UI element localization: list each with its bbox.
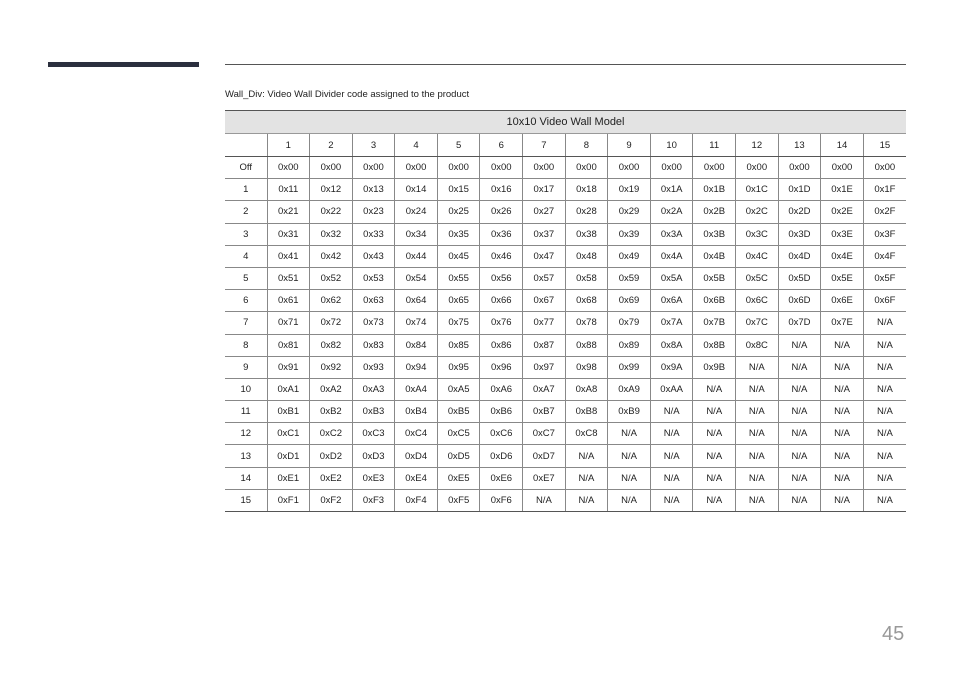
code-cell: 0x2A: [650, 201, 693, 223]
row-label: 15: [225, 489, 267, 511]
code-cell: 0x00: [523, 157, 566, 179]
code-cell: N/A: [736, 378, 779, 400]
code-cell: N/A: [565, 467, 608, 489]
row-label: 7: [225, 312, 267, 334]
code-cell: N/A: [650, 445, 693, 467]
code-cell: N/A: [693, 489, 736, 511]
code-cell: N/A: [650, 489, 693, 511]
code-cell: 0x56: [480, 267, 523, 289]
code-cell: N/A: [693, 467, 736, 489]
code-cell: N/A: [821, 467, 864, 489]
code-cell: 0x19: [608, 179, 651, 201]
code-cell: 0x96: [480, 356, 523, 378]
code-cell: 0x00: [821, 157, 864, 179]
code-cell: 0xE5: [437, 467, 480, 489]
code-cell: 0x00: [778, 157, 821, 179]
code-cell: N/A: [565, 489, 608, 511]
code-cell: 0x00: [310, 157, 353, 179]
code-cell: 0x3D: [778, 223, 821, 245]
code-cell: 0x11: [267, 179, 310, 201]
code-cell: 0xA5: [437, 378, 480, 400]
code-cell: 0xD2: [310, 445, 353, 467]
code-cell: 0x51: [267, 267, 310, 289]
code-cell: 0x22: [310, 201, 353, 223]
code-cell: 0x4F: [863, 245, 906, 267]
code-cell: N/A: [863, 423, 906, 445]
table-row: [225, 201, 906, 223]
code-cell: 0x44: [395, 245, 438, 267]
code-cell: 0xA4: [395, 378, 438, 400]
column-header: 8: [565, 134, 608, 157]
code-cell: 0x62: [310, 290, 353, 312]
code-cell: 0x14: [395, 179, 438, 201]
code-cell: 0x1A: [650, 179, 693, 201]
code-cell: 0xC8: [565, 423, 608, 445]
code-cell: 0x64: [395, 290, 438, 312]
table-row: [225, 179, 906, 201]
code-cell: 0x57: [523, 267, 566, 289]
code-cell: 0x46: [480, 245, 523, 267]
code-cell: 0x72: [310, 312, 353, 334]
header-rule: [225, 64, 906, 65]
corner-cell: [225, 134, 267, 157]
code-cell: 0x1F: [863, 179, 906, 201]
code-cell: N/A: [863, 334, 906, 356]
code-cell: N/A: [736, 489, 779, 511]
code-cell: 0x5B: [693, 267, 736, 289]
column-header: 10: [650, 134, 693, 157]
column-header: 4: [395, 134, 438, 157]
column-header: 2: [310, 134, 353, 157]
code-cell: 0x27: [523, 201, 566, 223]
row-label: 1: [225, 179, 267, 201]
column-header: 12: [736, 134, 779, 157]
code-cell: 0x9A: [650, 356, 693, 378]
code-cell: 0x43: [352, 245, 395, 267]
code-cell: 0xD7: [523, 445, 566, 467]
code-cell: 0x00: [736, 157, 779, 179]
code-cell: 0x39: [608, 223, 651, 245]
table-row: [225, 467, 906, 489]
code-cell: 0xE6: [480, 467, 523, 489]
code-cell: 0x3E: [821, 223, 864, 245]
code-cell: N/A: [778, 378, 821, 400]
code-cell: 0x42: [310, 245, 353, 267]
code-cell: 0xC1: [267, 423, 310, 445]
code-cell: N/A: [821, 489, 864, 511]
row-label: 5: [225, 267, 267, 289]
code-cell: 0x26: [480, 201, 523, 223]
code-cell: 0x94: [395, 356, 438, 378]
code-cell: N/A: [650, 401, 693, 423]
code-cell: 0xB1: [267, 401, 310, 423]
table-row: [225, 423, 906, 445]
table-row: [225, 312, 906, 334]
code-cell: 0x28: [565, 201, 608, 223]
column-header: 1: [267, 134, 310, 157]
code-cell: N/A: [523, 489, 566, 511]
code-cell: 0x6F: [863, 290, 906, 312]
code-cell: N/A: [693, 378, 736, 400]
row-label: 9: [225, 356, 267, 378]
table-caption: Wall_Div: Video Wall Divider code assigned to the product: [225, 89, 470, 100]
code-cell: 0x00: [437, 157, 480, 179]
code-cell: 0xA3: [352, 378, 395, 400]
code-cell: N/A: [863, 378, 906, 400]
column-header: 15: [863, 134, 906, 157]
code-cell: N/A: [608, 467, 651, 489]
code-cell: 0x5E: [821, 267, 864, 289]
code-cell: 0xD1: [267, 445, 310, 467]
table-body: [225, 157, 906, 512]
code-cell: 0x3F: [863, 223, 906, 245]
code-cell: 0x4C: [736, 245, 779, 267]
code-cell: 0xC2: [310, 423, 353, 445]
code-cell: 0xA7: [523, 378, 566, 400]
row-label: 6: [225, 290, 267, 312]
code-cell: 0x3C: [736, 223, 779, 245]
code-cell: 0x6D: [778, 290, 821, 312]
code-cell: N/A: [778, 489, 821, 511]
table-row: [225, 489, 906, 511]
code-cell: 0x7B: [693, 312, 736, 334]
table-row: [225, 245, 906, 267]
code-cell: 0x5D: [778, 267, 821, 289]
code-cell: 0xB2: [310, 401, 353, 423]
column-header-row: [225, 134, 906, 157]
table-title-row: [225, 111, 906, 134]
row-label: 14: [225, 467, 267, 489]
table-row: [225, 334, 906, 356]
code-cell: 0xA1: [267, 378, 310, 400]
code-cell: 0x38: [565, 223, 608, 245]
code-cell: 0x00: [863, 157, 906, 179]
code-cell: 0x15: [437, 179, 480, 201]
code-cell: 0x00: [267, 157, 310, 179]
code-cell: N/A: [863, 401, 906, 423]
row-label: 3: [225, 223, 267, 245]
code-cell: N/A: [608, 489, 651, 511]
code-cell: 0x68: [565, 290, 608, 312]
code-cell: 0xF2: [310, 489, 353, 511]
code-cell: 0xE2: [310, 467, 353, 489]
code-cell: 0x69: [608, 290, 651, 312]
page-number: 45: [882, 623, 905, 645]
row-label: 12: [225, 423, 267, 445]
code-cell: 0x93: [352, 356, 395, 378]
code-cell: N/A: [693, 423, 736, 445]
code-cell: 0xF5: [437, 489, 480, 511]
code-cell: 0xA2: [310, 378, 353, 400]
code-cell: N/A: [608, 423, 651, 445]
column-header: 5: [437, 134, 480, 157]
code-cell: 0xC4: [395, 423, 438, 445]
code-cell: N/A: [863, 312, 906, 334]
table-title: 10x10 Video Wall Model: [225, 111, 906, 134]
row-label: 13: [225, 445, 267, 467]
wall-div-code-table: [225, 110, 906, 512]
code-cell: 0xA6: [480, 378, 523, 400]
code-cell: 0x89: [608, 334, 651, 356]
code-cell: 0x00: [565, 157, 608, 179]
code-cell: 0x87: [523, 334, 566, 356]
code-cell: 0x13: [352, 179, 395, 201]
code-cell: 0xE1: [267, 467, 310, 489]
code-cell: N/A: [778, 423, 821, 445]
code-cell: N/A: [863, 356, 906, 378]
code-cell: N/A: [778, 334, 821, 356]
code-cell: N/A: [778, 445, 821, 467]
code-cell: 0x5F: [863, 267, 906, 289]
code-cell: 0xE3: [352, 467, 395, 489]
code-cell: 0x1B: [693, 179, 736, 201]
column-header: 3: [352, 134, 395, 157]
code-cell: 0x32: [310, 223, 353, 245]
code-cell: 0x2F: [863, 201, 906, 223]
code-cell: 0x00: [480, 157, 523, 179]
code-cell: 0x37: [523, 223, 566, 245]
code-cell: 0x4B: [693, 245, 736, 267]
code-cell: 0x8B: [693, 334, 736, 356]
code-cell: N/A: [821, 423, 864, 445]
code-cell: 0x41: [267, 245, 310, 267]
table-row: [225, 290, 906, 312]
code-cell: 0x2B: [693, 201, 736, 223]
code-cell: 0x66: [480, 290, 523, 312]
code-cell: 0x7A: [650, 312, 693, 334]
code-cell: 0x3B: [693, 223, 736, 245]
code-cell: 0x16: [480, 179, 523, 201]
code-cell: 0x36: [480, 223, 523, 245]
table-row: [225, 223, 906, 245]
table-row: [225, 445, 906, 467]
code-cell: 0x85: [437, 334, 480, 356]
code-cell: 0xF6: [480, 489, 523, 511]
code-cell: 0xE4: [395, 467, 438, 489]
code-cell: 0x00: [395, 157, 438, 179]
code-cell: 0x4E: [821, 245, 864, 267]
code-cell: 0x29: [608, 201, 651, 223]
code-cell: 0xF3: [352, 489, 395, 511]
code-cell: 0xF4: [395, 489, 438, 511]
code-cell: 0xB3: [352, 401, 395, 423]
code-cell: N/A: [821, 334, 864, 356]
code-cell: 0x1E: [821, 179, 864, 201]
table-row: [225, 401, 906, 423]
column-header: 7: [523, 134, 566, 157]
code-cell: 0x55: [437, 267, 480, 289]
code-cell: N/A: [778, 401, 821, 423]
code-cell: 0xF1: [267, 489, 310, 511]
code-cell: 0x53: [352, 267, 395, 289]
code-cell: N/A: [608, 445, 651, 467]
column-header: 11: [693, 134, 736, 157]
code-cell: 0xA8: [565, 378, 608, 400]
code-cell: 0x9B: [693, 356, 736, 378]
code-cell: 0x74: [395, 312, 438, 334]
code-cell: 0x92: [310, 356, 353, 378]
code-cell: N/A: [693, 445, 736, 467]
code-cell: 0x25: [437, 201, 480, 223]
code-cell: 0x6A: [650, 290, 693, 312]
code-cell: 0x79: [608, 312, 651, 334]
code-cell: 0x00: [650, 157, 693, 179]
code-cell: 0x63: [352, 290, 395, 312]
code-cell: 0x34: [395, 223, 438, 245]
table-row: [225, 378, 906, 400]
code-cell: N/A: [821, 445, 864, 467]
code-cell: 0x6E: [821, 290, 864, 312]
code-cell: N/A: [736, 423, 779, 445]
code-cell: 0x18: [565, 179, 608, 201]
code-cell: 0x24: [395, 201, 438, 223]
code-cell: 0x5A: [650, 267, 693, 289]
code-cell: 0x3A: [650, 223, 693, 245]
code-cell: 0x82: [310, 334, 353, 356]
code-cell: 0x1C: [736, 179, 779, 201]
code-cell: N/A: [821, 356, 864, 378]
code-cell: 0x4A: [650, 245, 693, 267]
code-cell: 0xC3: [352, 423, 395, 445]
code-cell: 0x91: [267, 356, 310, 378]
code-cell: 0xB5: [437, 401, 480, 423]
code-cell: 0xB4: [395, 401, 438, 423]
row-label: 4: [225, 245, 267, 267]
code-cell: 0x88: [565, 334, 608, 356]
code-cell: 0x8A: [650, 334, 693, 356]
code-cell: 0x7C: [736, 312, 779, 334]
code-cell: 0x7E: [821, 312, 864, 334]
code-cell: N/A: [650, 467, 693, 489]
code-cell: N/A: [778, 467, 821, 489]
code-cell: 0x48: [565, 245, 608, 267]
code-cell: 0x2C: [736, 201, 779, 223]
code-cell: 0x99: [608, 356, 651, 378]
column-header: 13: [778, 134, 821, 157]
row-label: 11: [225, 401, 267, 423]
code-cell: N/A: [863, 467, 906, 489]
code-cell: 0x6C: [736, 290, 779, 312]
row-label: 10: [225, 378, 267, 400]
table-row: [225, 157, 906, 179]
code-cell: 0x49: [608, 245, 651, 267]
code-cell: 0xD3: [352, 445, 395, 467]
code-cell: N/A: [693, 401, 736, 423]
row-label: Off: [225, 157, 267, 179]
code-cell: N/A: [565, 445, 608, 467]
code-cell: 0x7D: [778, 312, 821, 334]
code-cell: N/A: [736, 445, 779, 467]
code-cell: 0x59: [608, 267, 651, 289]
code-cell: N/A: [736, 356, 779, 378]
code-cell: 0x35: [437, 223, 480, 245]
code-cell: 0x00: [352, 157, 395, 179]
code-cell: 0x4D: [778, 245, 821, 267]
code-cell: 0x33: [352, 223, 395, 245]
code-cell: 0x61: [267, 290, 310, 312]
code-cell: 0x31: [267, 223, 310, 245]
code-cell: 0xD6: [480, 445, 523, 467]
code-cell: 0x97: [523, 356, 566, 378]
code-cell: 0xB7: [523, 401, 566, 423]
column-header: 14: [821, 134, 864, 157]
code-cell: 0x47: [523, 245, 566, 267]
code-cell: 0x67: [523, 290, 566, 312]
code-cell: N/A: [821, 378, 864, 400]
table-row: [225, 356, 906, 378]
code-cell: 0x75: [437, 312, 480, 334]
code-cell: N/A: [863, 445, 906, 467]
code-cell: 0x21: [267, 201, 310, 223]
code-cell: 0xB9: [608, 401, 651, 423]
code-cell: N/A: [736, 401, 779, 423]
code-cell: 0x76: [480, 312, 523, 334]
code-cell: 0x1D: [778, 179, 821, 201]
column-header: 6: [480, 134, 523, 157]
code-cell: 0x6B: [693, 290, 736, 312]
code-cell: 0x83: [352, 334, 395, 356]
code-cell: N/A: [736, 467, 779, 489]
code-cell: 0x77: [523, 312, 566, 334]
code-cell: 0xD4: [395, 445, 438, 467]
code-cell: 0x17: [523, 179, 566, 201]
code-cell: 0xC7: [523, 423, 566, 445]
code-cell: 0xAA: [650, 378, 693, 400]
code-cell: 0xC5: [437, 423, 480, 445]
section-accent-bar: [48, 62, 199, 67]
code-cell: 0x78: [565, 312, 608, 334]
code-cell: 0x65: [437, 290, 480, 312]
code-cell: 0x23: [352, 201, 395, 223]
code-cell: 0x54: [395, 267, 438, 289]
code-cell: 0xD5: [437, 445, 480, 467]
code-cell: 0x98: [565, 356, 608, 378]
code-cell: N/A: [821, 401, 864, 423]
code-cell: 0x2E: [821, 201, 864, 223]
code-cell: 0x73: [352, 312, 395, 334]
code-cell: 0x95: [437, 356, 480, 378]
code-cell: 0x58: [565, 267, 608, 289]
code-cell: N/A: [778, 356, 821, 378]
code-cell: 0x71: [267, 312, 310, 334]
code-cell: 0xC6: [480, 423, 523, 445]
code-cell: 0x8C: [736, 334, 779, 356]
column-header: 9: [608, 134, 651, 157]
code-cell: 0xE7: [523, 467, 566, 489]
code-cell: 0x00: [693, 157, 736, 179]
code-cell: 0x84: [395, 334, 438, 356]
code-cell: 0xA9: [608, 378, 651, 400]
code-cell: N/A: [863, 489, 906, 511]
code-cell: 0x12: [310, 179, 353, 201]
code-cell: 0x5C: [736, 267, 779, 289]
code-cell: 0x2D: [778, 201, 821, 223]
code-cell: 0xB6: [480, 401, 523, 423]
code-cell: 0x52: [310, 267, 353, 289]
code-cell: 0x00: [608, 157, 651, 179]
code-cell: 0x81: [267, 334, 310, 356]
code-cell: N/A: [650, 423, 693, 445]
code-cell: 0xB8: [565, 401, 608, 423]
code-cell: 0x45: [437, 245, 480, 267]
row-label: 2: [225, 201, 267, 223]
table-row: [225, 267, 906, 289]
code-cell: 0x86: [480, 334, 523, 356]
row-label: 8: [225, 334, 267, 356]
